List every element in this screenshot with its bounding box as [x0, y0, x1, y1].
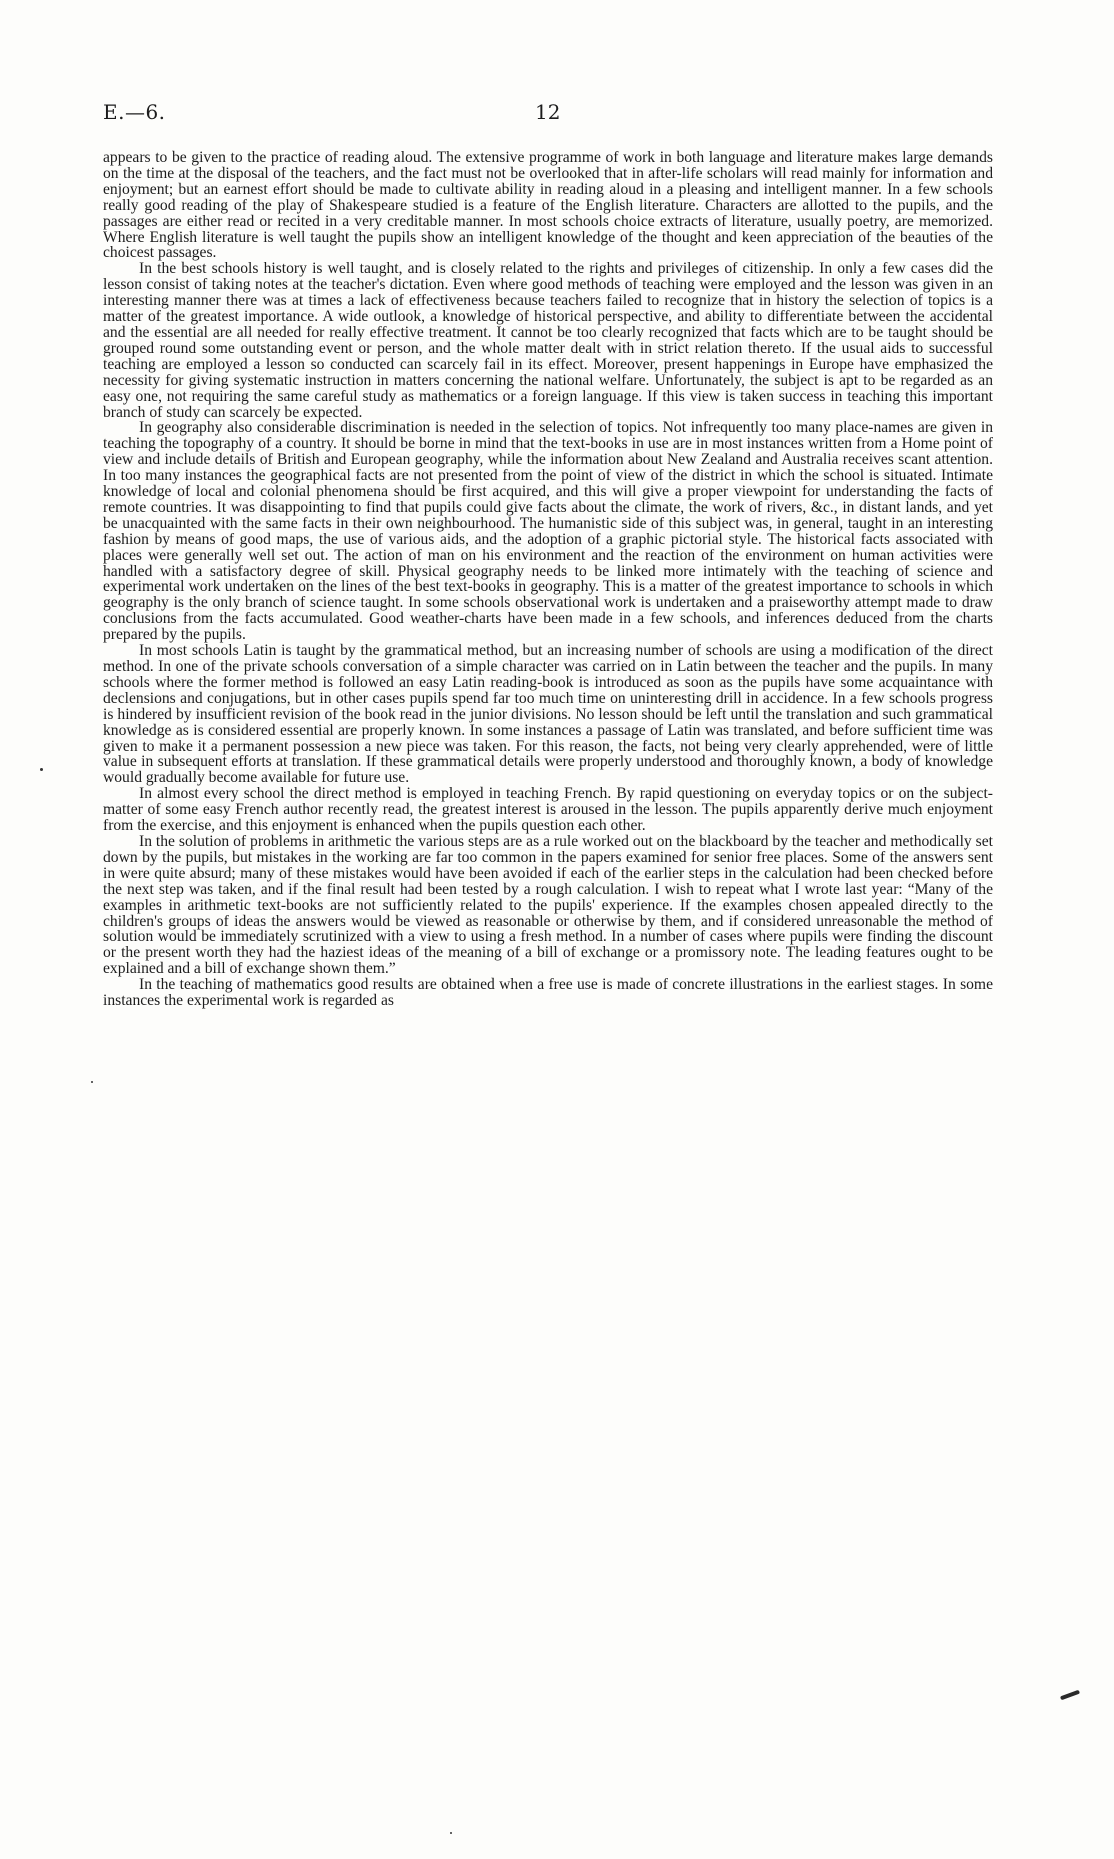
document-code: E.—6.: [103, 100, 166, 124]
paragraph-arithmetic: In the solution of problems in arithmetic the various steps are as a rule worked out on the blackboard by the teacher and methodically set down by the pupils, but mistakes in the working are far too common in the papers examined for senior free places. Some of the answers sent in were quite absurd; many of these mistakes would have been avoided if each of the earlier steps in the calculation had been checked before the next step was taken, and if the final result had been tested by a rough calculation. I wish to repeat what I wrote last year: “Many of the examples in arithmetic text-books are not sufficiently related to the pupils' experience. If the examples chosen appealed directly to the children's groups of ideas the answers would be viewed as reasonable or otherwise by them, and if considered unreasonable the method of solution would be immediately scrutinized with a view to using a fresh method. In a number of cases where pupils were finding the discount or the present worth they had the haziest ideas of the meaning of a bill of exchange or a promissory note. The leading features ought to be explained and a bill of exchange shown them.”: [103, 832, 993, 978]
scan-speck: [40, 768, 43, 771]
paragraph-mathematics: In the teaching of mathematics good results are obtained when a free use is made of concrete illustrations in the earliest stages. In some instances the experimental work is regarded as: [103, 976, 993, 1010]
page-number: 12: [535, 100, 561, 124]
body-text: [103, 150, 993, 1009]
paragraph-geography: In geography also considerable discrimination is needed in the selection of topics. Not infrequently too many place-names are given in teaching the topography of a country. It should be borne in mind that the text-books in use are in most instances written from a Home point of view and include details of British and European geography, while the information about New Zealand and Australia receives scant attention. In too many instances the geographical facts are not presented from the point of view of the district in which the school is situated. Intimate knowledge of local and colonial phenomena should be first acquired, and this will give a proper viewpoint for understanding the facts of remote countries. It was disappointing to find that pupils could give facts about the climate, the work of rivers, &c., in distant lands, and yet be unacquainted with the same facts in their own neighbourhood. The humanistic side of this subject was, in general, taught in an interesting fashion by means of good maps, the use of various aids, and the adoption of a graphic pictorial style. The historical facts associated with places were generally well set out. The action of man on his environment and the reaction of the environment on human activities were handled with a satisfactory degree of skill. Physical geography needs to be linked more intimately with the teaching of science and experimental work undertaken on the lines of the best text-books in geography. This is a matter of the greatest importance to schools in which geography is the only branch of science taught. In some schools observational work is undertaken and a praiseworthy attempt made to draw conclusions from the facts accumulated. Good weather-charts have been made in a few schools, and inferences deduced from the charts prepared by the pupils.: [103, 419, 993, 644]
scan-speck: [91, 1081, 93, 1083]
page-header: [103, 100, 993, 130]
scan-edge-mark: [1060, 1690, 1080, 1701]
paragraph-reading-continued: appears to be given to the practice of reading aloud. The extensive programme of work in both language and literature makes large demands on the time at the disposal of the teachers, and the fact must not be overlooked that in after-life scholars will read mainly for information and enjoyment; but an earnest effort should be made to cultivate ability in reading aloud in a pleasing and intelligent manner. In a few schools really good reading of the play of Shakespeare studied is a feature of the English literature. Characters are allotted to the pupils, and the passages are either read or recited in a very creditable manner. In most schools choice extracts of literature, usually poetry, are memorized. Where English literature is well taught the pupils show an intelligent knowledge of the thought and keen appreciation of the beauties of the choicest passages.: [103, 149, 993, 262]
scan-speck: [450, 1832, 452, 1834]
paragraph-history: In the best schools history is well taught, and is closely related to the rights and privileges of citizenship. In only a few cases did the lesson consist of taking notes at the teacher's dictation. Even where good methods of teaching were employed and the lesson was given in an interesting manner there was at times a lack of effectiveness because teachers failed to recognize that in history the selection of topics is a matter of the greatest importance. A wide outlook, a knowledge of historical perspective, and ability to differentiate between the accidental and the essential are all needed for really effective treatment. It cannot be too clearly recognized that facts which are to be taught should be grouped round some outstanding event or person, and the whole matter dealt with in strict relation thereto. If the usual aids to successful teaching are employed a lesson so conducted can scarcely fail in its effect. Moreover, present happenings in Europe have emphasized the necessity for giving systematic instruction in matters concerning the national welfare. Unfortunately, the subject is apt to be regarded as an easy one, not requiring the same careful study as mathematics or a foreign language. If this view is taken success in teaching this important branch of study can scarcely be expected.: [103, 260, 993, 421]
paragraph-latin: In most schools Latin is taught by the grammatical method, but an increasing number of schools are using a modification of the direct method. In one of the private schools conversation of a simple character was carried on in Latin between the teacher and the pupils. In many schools where the former method is followed an easy Latin reading-book is introduced as soon as the pupils have some acquaintance with declensions and conjugations, but in other cases pupils spend far too much time on uninteresting drill in accidence. In a few schools progress is hindered by insufficient revision of the book read in the junior divisions. No lesson should be left until the translation and such grammatical knowledge as is considered essential are properly known. In some instances a passage of Latin was translated, and before sufficient time was given to make it a permanent possession a new piece was taken. For this reason, the facts, not being very clearly apprehended, were of little value in subsequent efforts at translation. If these grammatical details were properly understood and thoroughly known, a body of knowledge would gradually become available for future use.: [103, 642, 993, 787]
paragraph-french: In almost every school the direct method is employed in teaching French. By rapid questioning on everyday topics or on the subject-matter of some easy French author recently read, the greatest interest is aroused in the lesson. The pupils apparently derive much enjoyment from the exercise, and this enjoyment is enhanced when the pupils question each other.: [103, 785, 993, 835]
